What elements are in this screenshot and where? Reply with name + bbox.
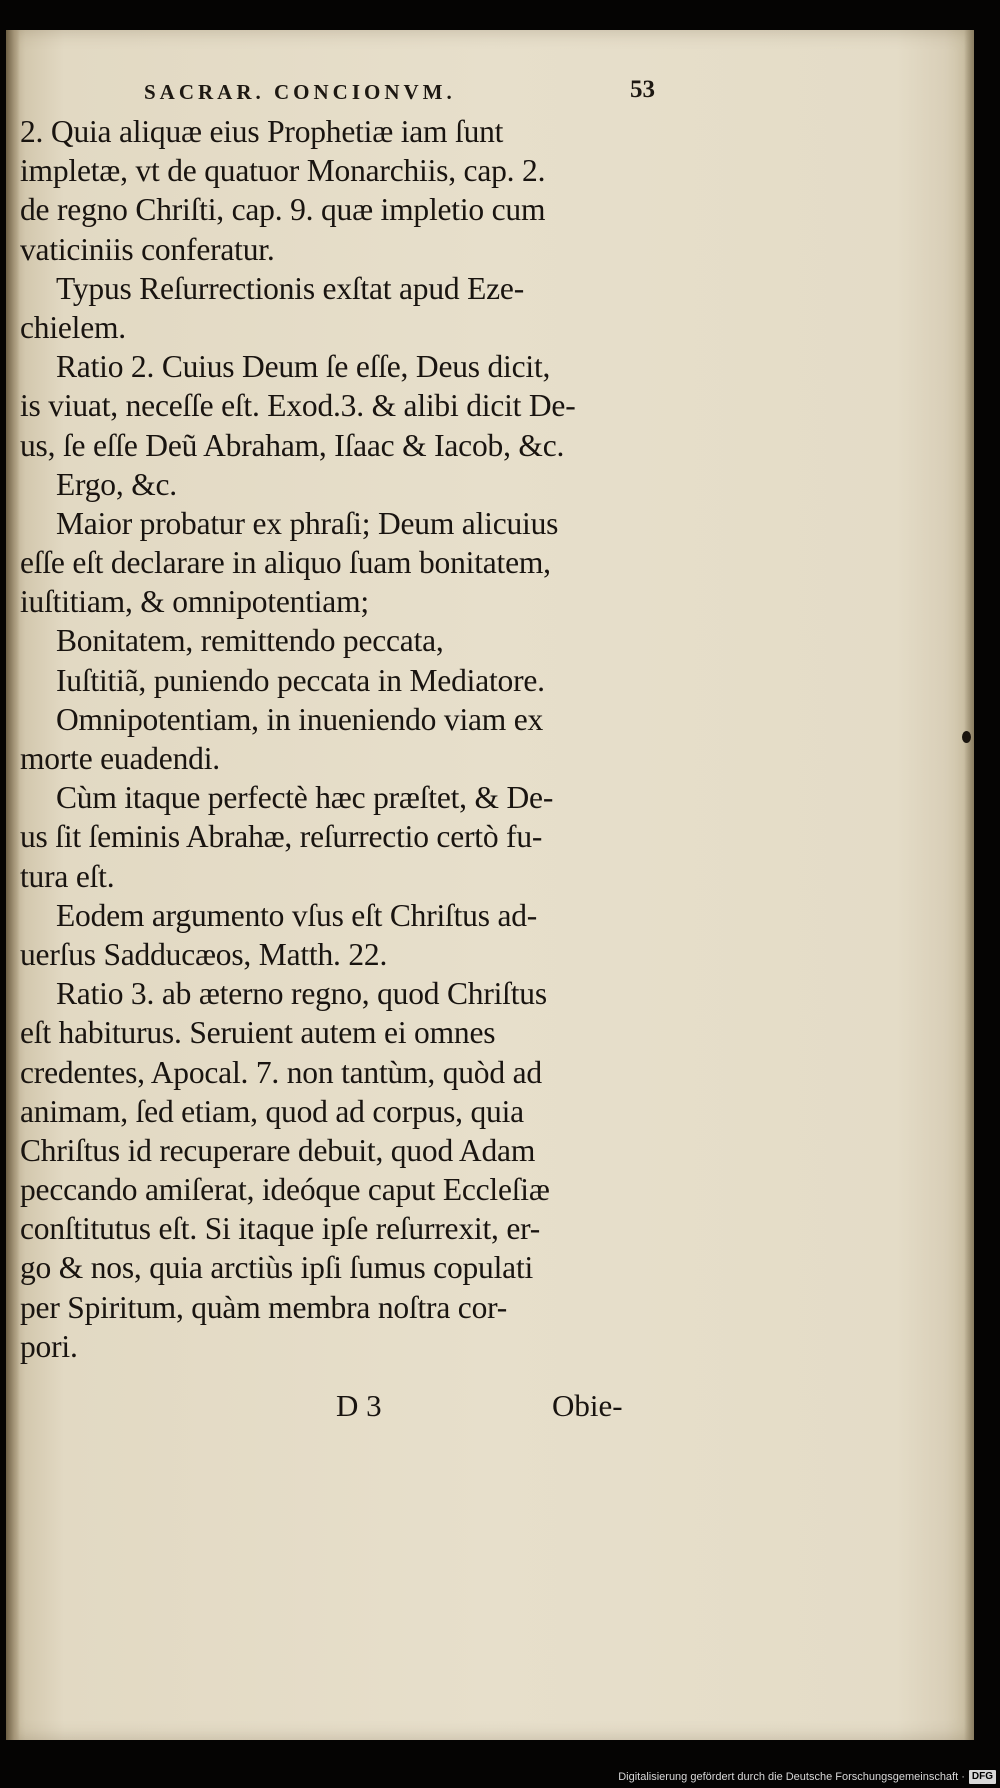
dfg-logo: DFG (969, 1770, 996, 1784)
text-line: Ratio 2. Cuius Deum ſe eſſe, Deus dicit, (56, 349, 551, 385)
text-line: eſt habiturus. Seruient autem ei omnes (20, 1015, 496, 1051)
text-line: morte euadendi. (20, 741, 220, 776)
text-line: conſtitutus eſt. Si itaque ipſe reſurrexit, er- (20, 1211, 541, 1247)
text-line: 2. Quia aliquæ eius Prophetiæ iam ſunt (20, 114, 504, 149)
text-line: animam, ſed etiam, quod ad corpus, quia (20, 1093, 524, 1129)
catchword: Obie- (552, 1388, 623, 1423)
text-line: chielem. (20, 309, 126, 345)
digitization-credit (618, 1768, 996, 1786)
running-head: SACRAR. CONCIONVM. (144, 80, 456, 104)
text-line: eſſe eſt declarare in aliquo ſuam bonitatem, (20, 545, 551, 581)
ink-spot (962, 731, 971, 743)
text-line: Maior probatur ex phraſi; Deum alicuius (56, 505, 559, 541)
text-line: Eodem argumento vſus eſt Chriſtus ad- (56, 897, 538, 933)
text-line: is viuat, neceſſe eſt. Exod.3. & alibi dicit De- (20, 388, 576, 424)
text-line: de regno Chriſti, cap. 9. quæ impletio cum (20, 192, 546, 228)
book-page (6, 30, 974, 1740)
text-line: Ratio 3. ab æterno regno, quod Chriſtus (56, 976, 547, 1012)
page-number: 53 (630, 76, 655, 103)
text-line: peccando amiſerat, ideóque caput Eccleſiæ (20, 1172, 550, 1208)
page-edge-shadow (964, 30, 974, 1740)
page-footer (336, 1388, 666, 1436)
text-line: pori. (20, 1328, 78, 1364)
page-gutter-shadow (6, 30, 20, 1740)
text-line: iuſtitiam, & omnipotentiam; (20, 584, 369, 620)
text-line: Cùm itaque perfectè hæc præſtet, & De- (56, 780, 554, 816)
text-line: Bonitatem, remittendo peccata, (56, 623, 444, 659)
text-line: Iuſtitiã, puniendo peccata in Mediatore. (56, 662, 545, 698)
text-line: impletæ, vt de quatuor Monarchiis, cap. 2. (20, 153, 546, 189)
text-line: Omnipotentiam, in inueniendo viam ex (56, 701, 544, 737)
text-line: us, ſe eſſe Deũ Abraham, Iſaac & Iacob, &c. (20, 427, 565, 463)
text-line: Chriſtus id recuperare debuit, quod Adam (20, 1132, 536, 1168)
text-body (20, 112, 664, 1366)
text-line: Ergo, &c. (56, 466, 177, 502)
text-line: Typus Reſurrectionis exſtat apud Eze- (56, 270, 524, 306)
text-line: tura eſt. (20, 858, 115, 894)
text-line: us ſit ſeminis Abrahæ, reſurrectio certò fu- (20, 819, 543, 855)
credit-text: Digitalisierung gefördert durch die Deutsche Forschungsgemeinschaft · (618, 1771, 965, 1783)
text-line: uerſus Sadducæos, Matth. 22. (20, 936, 388, 972)
text-line: vaticiniis conferatur. (20, 231, 275, 267)
text-line: credentes, Apocal. 7. non tantùm, quòd ad (20, 1054, 542, 1090)
text-line: per Spiritum, quàm membra noſtra cor- (20, 1289, 508, 1325)
signature-mark: D 3 (336, 1388, 382, 1423)
text-line: go & nos, quia arctiùs ipſi ſumus copulati (20, 1250, 534, 1286)
page-header (144, 74, 664, 110)
